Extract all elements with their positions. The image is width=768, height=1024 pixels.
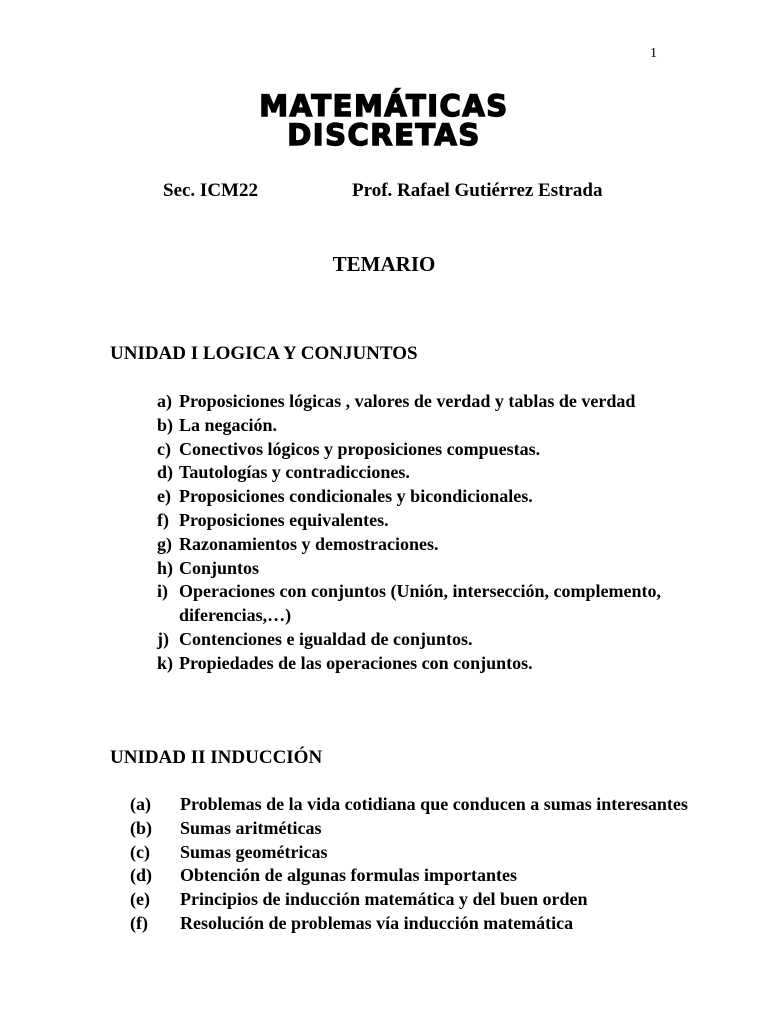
list-item-text: Operaciones con conjuntos (Unión, intersección, complemento, diferencias,…) bbox=[179, 581, 661, 626]
list-item-text: Proposiciones equivalentes. bbox=[179, 509, 389, 530]
list-item-text: Conectivos lógicos y proposiciones compuestas. bbox=[179, 438, 541, 459]
list-item bbox=[130, 793, 690, 817]
section-code: Sec. ICM22 bbox=[163, 180, 258, 201]
list-item bbox=[157, 485, 697, 509]
list-marker: j) bbox=[157, 628, 169, 649]
professor-name: Prof. Rafael Gutiérrez Estrada bbox=[352, 180, 603, 201]
list-item bbox=[157, 652, 697, 676]
list-marker: b) bbox=[157, 414, 174, 435]
list-item-text: Contenciones e igualdad de conjuntos. bbox=[179, 628, 473, 649]
syllabus-heading: TEMARIO bbox=[332, 252, 436, 276]
list-marker: a) bbox=[157, 391, 172, 411]
unit-1-heading: UNIDAD I LOGICA Y CONJUNTOS bbox=[110, 343, 418, 364]
list-marker: e) bbox=[157, 486, 171, 507]
list-item-text: Propiedades de las operaciones con conjuntos. bbox=[179, 652, 533, 673]
list-marker: (d) bbox=[130, 865, 152, 886]
list-marker: f) bbox=[157, 509, 169, 530]
list-item-text: Problemas de la vida cotidiana que conducen a sumas interesantes bbox=[180, 794, 688, 814]
list-item-text: La negación. bbox=[179, 414, 278, 435]
list-marker: d) bbox=[157, 462, 174, 483]
document-title bbox=[0, 89, 768, 152]
unit-2-heading: UNIDAD II INDUCCIÓN bbox=[110, 747, 323, 768]
list-item-text: Resolución de problemas vía inducción matemática bbox=[180, 912, 574, 933]
list-marker: (c) bbox=[130, 841, 150, 862]
list-marker: (f) bbox=[130, 912, 148, 933]
list-marker: c) bbox=[157, 438, 171, 459]
list-item bbox=[157, 628, 697, 652]
list-item bbox=[157, 580, 697, 628]
title-line-2: DISCRETAS bbox=[287, 118, 481, 152]
title-line-1: MATEMÁTICAS bbox=[259, 89, 509, 123]
list-item bbox=[130, 817, 690, 841]
unit-2-topic-list bbox=[130, 793, 690, 936]
list-marker: k) bbox=[157, 652, 174, 673]
list-item-text: Sumas geométricas bbox=[180, 841, 328, 862]
list-item-text: Tautologías y contradicciones. bbox=[179, 462, 410, 483]
list-item-text: Conjuntos bbox=[179, 557, 260, 578]
list-item-text: Principios de inducción matemática y del buen orden bbox=[180, 889, 588, 910]
list-item-text: Proposiciones lógicas , valores de verdad y tablas de verdad bbox=[179, 391, 636, 411]
list-item bbox=[157, 533, 697, 557]
list-marker: i) bbox=[157, 581, 168, 602]
list-item-text: Sumas aritméticas bbox=[180, 817, 322, 838]
list-item bbox=[157, 557, 697, 581]
list-item-text: Proposiciones condicionales y bicondicionales. bbox=[179, 486, 533, 507]
list-marker: (b) bbox=[130, 817, 152, 838]
list-item-text: Obtención de algunas formulas importantes bbox=[180, 865, 518, 886]
list-marker: g) bbox=[157, 533, 172, 554]
page-number: 1 bbox=[650, 46, 657, 61]
list-marker: h) bbox=[157, 557, 174, 578]
list-item bbox=[130, 864, 690, 888]
list-marker: (e) bbox=[130, 889, 150, 910]
list-item bbox=[157, 390, 697, 414]
list-item bbox=[157, 461, 697, 485]
list-item-text: Razonamientos y demostraciones. bbox=[179, 533, 439, 554]
list-marker: (a) bbox=[130, 794, 151, 814]
list-item bbox=[130, 912, 690, 936]
list-item bbox=[157, 438, 697, 462]
list-item bbox=[157, 414, 697, 438]
list-item bbox=[130, 841, 690, 865]
list-item bbox=[130, 888, 690, 912]
list-item bbox=[157, 509, 697, 533]
unit-1-topic-list bbox=[157, 390, 697, 676]
